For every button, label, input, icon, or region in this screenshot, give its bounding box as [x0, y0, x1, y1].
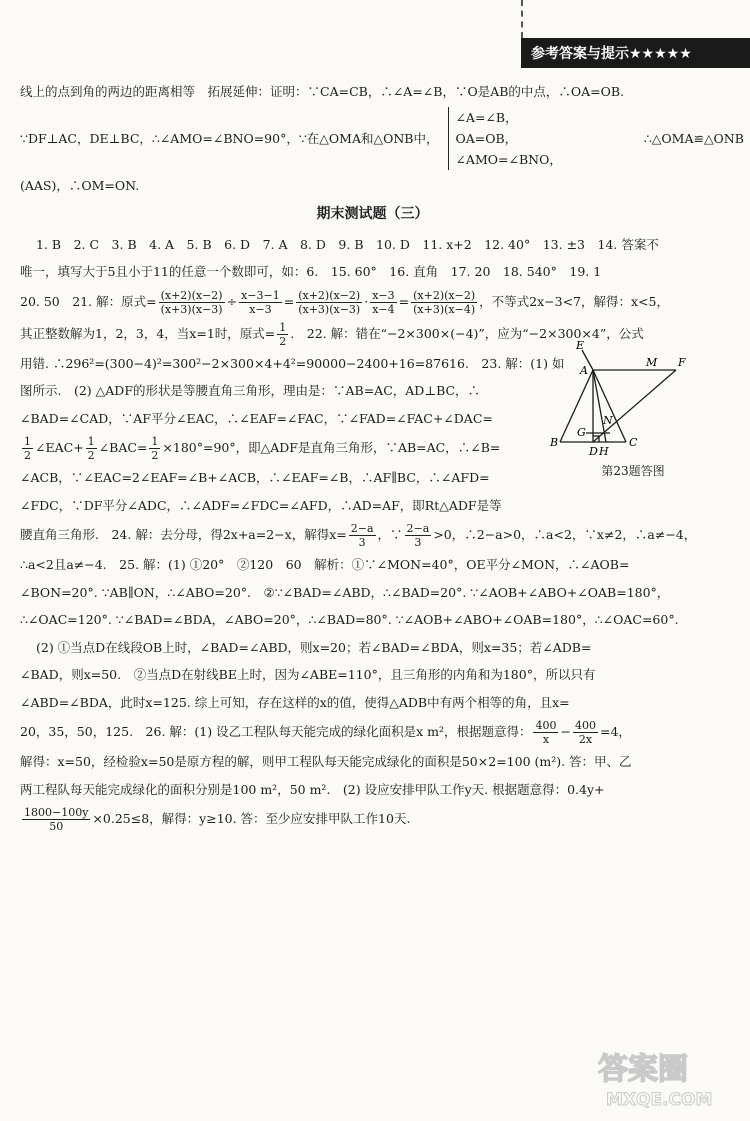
- operator: =: [283, 293, 295, 309]
- text-line: 解得：x=50，经检验x=50是原方程的解，则甲工程队每天能完成绿化的面积是50×2=100 (m²). 答：甲、乙: [20, 754, 632, 769]
- denominator: (x+3)(x−4): [413, 302, 476, 316]
- numerator: 1: [24, 435, 31, 448]
- text-span: 20. 50 21. 解：原式=: [20, 293, 157, 309]
- denominator: x−4: [372, 302, 395, 316]
- label-n: N: [603, 414, 613, 427]
- text-line: 唯一，填写大于5且小于11的任意一个数即可，如：6. 15. 60° 16. 直角 17. 20 18. 540° 19. 1: [20, 264, 602, 279]
- denominator: 2: [279, 334, 287, 348]
- operator: =: [398, 293, 410, 309]
- text-line: ∠FDC，∵DF平分∠ADC，∴∠ADF=∠FDC=∠AFD，∴AD=AF，即Rt△ADF是等: [20, 497, 502, 513]
- denominator: (x+3)(x−3): [160, 302, 223, 316]
- proof-line: [20, 106, 744, 172]
- equation-system: [448, 107, 561, 170]
- denominator: x−3: [249, 302, 272, 316]
- numerator: 400: [535, 719, 557, 732]
- fraction: [405, 522, 432, 549]
- numerator: 1: [87, 435, 95, 448]
- system-row: OA=OB，: [455, 131, 518, 146]
- numerator: 1800−100y: [24, 806, 89, 819]
- text-span: =4，: [599, 724, 631, 739]
- numerator: 1: [151, 435, 159, 448]
- system-row: ∠A=∠B，: [455, 110, 518, 125]
- watermark-url: MXQE.COM: [606, 1090, 713, 1110]
- text-span: ∠BAC=: [98, 440, 148, 455]
- text-line: 1. B 2. C 3. B 4. A 5. B 6. D 7. A 8. D 9. B 10. D 11. x+2 12. 40° 13. ±3 14. 答案不: [36, 236, 659, 252]
- header-tab: [521, 38, 750, 68]
- formula-line: [20, 519, 725, 551]
- text-line: ∠ABD=∠BDA，此时x=125. 综上可知，存在这样的x的值，使得△ADB中有两个相等的角，且x=: [20, 694, 570, 710]
- geometry-figure: [538, 340, 728, 490]
- text-span: 其正整数解为1，2，3，4，当x=1时，原式=: [20, 325, 276, 341]
- text-span: ×0.25≤8，解得：y≥10. 答：至少应安排甲队工作10天.: [92, 811, 411, 826]
- fraction: [86, 435, 97, 462]
- numerator: (x+2)(x−2): [413, 288, 476, 302]
- text-line: ∠ACB，∵∠EAC=2∠EAF=∠B+∠ACB，∴∠EAF=∠B，∴AF∥BC，∴∠AFD=: [20, 470, 490, 485]
- text-line: 用错. ∴296²=(300−4)²=300²−2×300×4+4²=90000−2400+16=87616. 23. 解：(1) 如: [20, 355, 565, 371]
- section-title: 期末测试题（三）: [316, 206, 429, 222]
- numerator: 2−a: [406, 522, 430, 535]
- label-f: F: [678, 356, 686, 369]
- text-span: 20，35，50，125. 26. 解：(1) 设乙工程队每天能完成的绿化面积是x m²，根据题意得：: [20, 724, 532, 739]
- numerator: x−3−1: [241, 288, 280, 302]
- denominator: 2: [24, 449, 31, 462]
- text-line: ∴∠OAC=120°. ∵∠BAD=∠BDA，∠ABO=20°，∴∠BAD=80°. ∵∠AOB+∠ABO+∠OAB=180°，∴∠OAC=60°.: [20, 612, 679, 627]
- fraction: [296, 289, 362, 316]
- text-line: 两工程队每天能完成绿化的面积分别是100 m²，50 m². (2) 设应安排甲队工作y天. 根据题意得：0.4y+: [20, 781, 605, 797]
- text-span: ∠EAC+: [35, 440, 84, 455]
- text-line: ∠BON=20°. ∵AB∥ON，∴∠ABO=20°. ②∵∠BAD=∠ABD，∴∠BAD=20°. ∵∠AOB+∠ABO+∠OAB=180°，: [20, 584, 670, 600]
- numerator: (x+2)(x−2): [160, 288, 223, 302]
- fraction: [149, 435, 160, 462]
- proof-conclusion: ∴△OMA≌△ONB: [643, 130, 744, 146]
- denominator: x: [542, 733, 550, 746]
- label-d: D: [589, 445, 598, 458]
- text-span: ×180°=90°，即△ADF是直角三角形，∵AB=AC，∴∠B=: [162, 440, 501, 455]
- text-line: 线上的点到角的两边的距离相等 拓展延伸：证明：∵CA=CB，∴∠A=∠B，∵O是AB的中点，∴OA=OB.: [20, 84, 625, 99]
- formula-line: [20, 432, 540, 464]
- text-span: . 22. 解：错在“−2×300×(−4)”，应为“−2×300×4”，公式: [290, 325, 644, 341]
- denominator: (x+3)(x−3): [298, 302, 361, 316]
- text-span: >0，∴2−a>0，∴a<2，∵x≠2，∴a≠−4，: [433, 527, 697, 542]
- triangle-diagram: [538, 340, 728, 465]
- denominator: 3: [414, 536, 422, 549]
- fraction: [573, 719, 598, 746]
- text-span: 腰直角三角形. 24. 解：去分母，得2x+a=2−x，解得x=: [20, 527, 347, 542]
- fraction: [22, 435, 33, 462]
- formula-line: [20, 716, 725, 748]
- numerator: 2−a: [350, 522, 374, 535]
- fraction: [370, 289, 396, 316]
- numerator: 1: [279, 320, 287, 334]
- label-c: C: [629, 436, 638, 449]
- label-m: M: [646, 356, 658, 369]
- text-line: ∴a<2且a≠−4. 25. 解：(1) ①20° ②120 60 解析：①∵∠MON=40°，OE平分∠MON，∴∠AOB=: [20, 557, 630, 572]
- operator: −: [560, 724, 571, 739]
- line-fd: [593, 370, 676, 442]
- denominator: 2x: [578, 733, 593, 746]
- denominator: 2: [151, 449, 159, 462]
- operator: ·: [364, 293, 369, 309]
- label-h: H: [599, 445, 609, 458]
- label-e: E: [576, 339, 585, 352]
- side-ac: [593, 370, 626, 442]
- text-line: (2) ①当点D在线段OB上时，∠BAD=∠ABD，则x=20；若∠BAD=∠BDA，则x=35；若∠ADB=: [36, 639, 592, 655]
- label-a: A: [580, 364, 588, 377]
- denominator: 3: [358, 536, 366, 549]
- label-b: B: [550, 436, 559, 449]
- numerator: x−3: [372, 288, 395, 302]
- dashed-divider: [521, 0, 523, 38]
- denominator: 2: [87, 449, 95, 462]
- figure-caption: 第23题答图: [601, 464, 665, 478]
- formula-line: [20, 286, 725, 318]
- text-span: ，不等式2x−3<7，解得：x<5，: [479, 293, 669, 309]
- operator: ÷: [226, 293, 238, 309]
- fraction: [349, 522, 376, 549]
- proof-text: ∵DF⊥AC，DE⊥BC，∴∠AMO=∠BNO=90°，∵在△OMA和△ONB中，: [20, 130, 439, 146]
- text-line: ∠BAD=∠CAD，∵AF平分∠EAC，∴∠EAF=∠FAC，∵∠FAD=∠FAC+∠DAC=: [20, 410, 493, 426]
- numerator: 400: [574, 719, 596, 732]
- label-g: G: [577, 426, 586, 439]
- fraction: [159, 289, 225, 316]
- fraction: [22, 806, 90, 833]
- fraction: [533, 719, 558, 746]
- text-line: 图所示. (2) △ADF的形状是等腰直角三角形，理由是：∵AB=AC，AD⊥BC，∴: [20, 383, 481, 398]
- fraction: [411, 289, 477, 316]
- numerator: (x+2)(x−2): [298, 288, 361, 302]
- fraction: [239, 289, 282, 316]
- text-line: (AAS)，∴OM=ON.: [20, 177, 140, 193]
- watermark-logo: [588, 1041, 738, 1111]
- header-tab-label: 参考答案与提示★★★★★: [531, 46, 692, 62]
- text-line: ∠BAD，则x=50. ②当点D在射线BE上时，因为∠ABE=110°，且三角形的内角和为180°，所以只有: [20, 667, 596, 682]
- denominator: 50: [49, 820, 64, 833]
- formula-line: [20, 803, 725, 835]
- line-ah: [593, 370, 606, 442]
- fraction: [277, 321, 288, 348]
- watermark-text: 答案圈: [598, 1052, 688, 1087]
- text-span: ，∵: [377, 527, 403, 542]
- system-row: ∠AMO=∠BNO，: [455, 152, 562, 167]
